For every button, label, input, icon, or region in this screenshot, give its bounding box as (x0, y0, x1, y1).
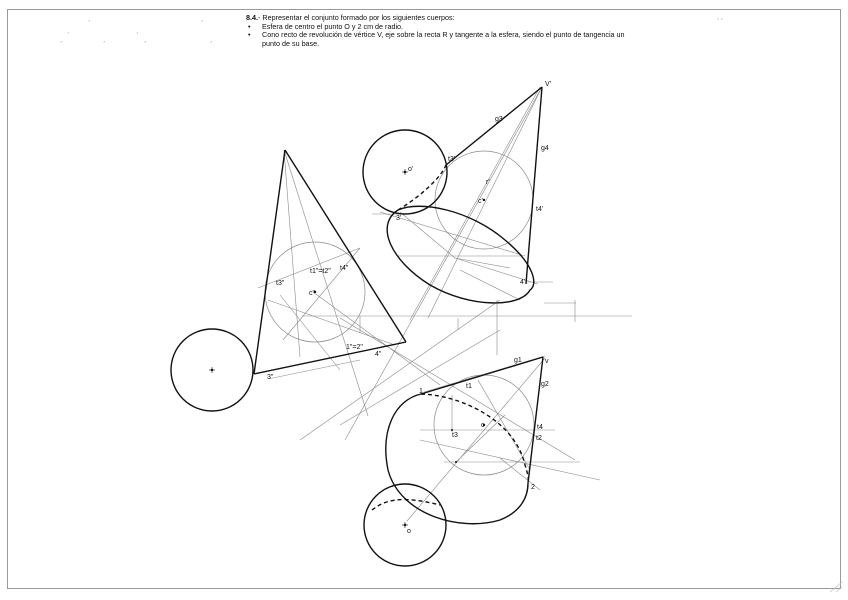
label-t1-t2: t1"=t2" (310, 268, 331, 275)
label-t3: t3 (452, 432, 458, 439)
heavy-lines (171, 87, 543, 566)
scan-mark: ˏ (67, 28, 69, 34)
label-t3-prime: t3' (448, 156, 456, 163)
hidden-sphere-arc (372, 500, 440, 510)
statement-intro: - Representar el conjunto formado por los siguientes cuerpos: (258, 13, 455, 22)
scan-mark: ˏ (144, 37, 146, 43)
generatrix-g2 (528, 357, 543, 483)
label-c: c (481, 422, 485, 429)
label-o: o (407, 528, 411, 535)
label-t4-prime: t4' (536, 206, 544, 213)
statement-number: 8.4. (246, 13, 258, 22)
base-ellipse-plan (386, 394, 528, 524)
label-3-prime: 3' (396, 215, 402, 222)
statement-continuation: punto de su base. (262, 38, 320, 48)
label-g3: g3 (495, 116, 503, 123)
generatrix-g1 (421, 357, 543, 394)
label-g4: g4 (541, 145, 549, 152)
lower-view-labels (407, 357, 549, 535)
aux-generatrix-right (285, 150, 406, 342)
label-v: v (545, 358, 549, 365)
label-v-prime: V' (545, 81, 552, 88)
label-2: 2 (531, 484, 535, 491)
scan-mark: ˏ (210, 37, 212, 43)
generatrix-g3 (446, 87, 542, 165)
label-4-dp: 4" (375, 351, 382, 358)
scan-mark: ˏ (88, 16, 90, 22)
auxiliary-view-labels (267, 265, 382, 381)
corner-mark (830, 582, 842, 592)
label-o-prime: o' (408, 166, 414, 173)
generatrix-g4 (526, 87, 542, 284)
label-t3-dp: t3" (276, 280, 285, 287)
label-3-dp: 3" (267, 374, 274, 381)
aux-base (254, 342, 406, 374)
label-4-prime: 4' (520, 279, 526, 286)
label-c-prime: c' (478, 198, 483, 205)
scan-mark: ˏ (60, 37, 62, 43)
label-1: 1 (419, 388, 423, 395)
label-g1: g1 (514, 357, 522, 364)
statement-bullet-1: • Esfera de centro el punto O y 2 cm de radio. (246, 23, 646, 32)
label-t2: t2 (536, 435, 542, 442)
label-t4: t4 (537, 424, 543, 431)
label-t1: t1 (466, 383, 472, 390)
statement-bullet-2: • Cono recto de revolución de vértice V, eje sobre la recta R y tangente a la esfera, siendo el punto de tangencia un (246, 31, 646, 40)
scan-mark: ˏ (201, 16, 203, 22)
label-c-dp: c" (309, 290, 315, 297)
aux-generatrix-left (254, 150, 285, 374)
scan-mark: ˏ ˏ (717, 14, 723, 20)
scan-mark: ˏ (136, 28, 138, 34)
scan-mark: ˏ (103, 37, 105, 43)
label-t4-dp: t4" (340, 265, 349, 272)
label-r-prime: r' (486, 179, 490, 186)
label-1-2-dp: 1"=2" (346, 344, 363, 351)
label-g2: g2 (541, 381, 549, 388)
